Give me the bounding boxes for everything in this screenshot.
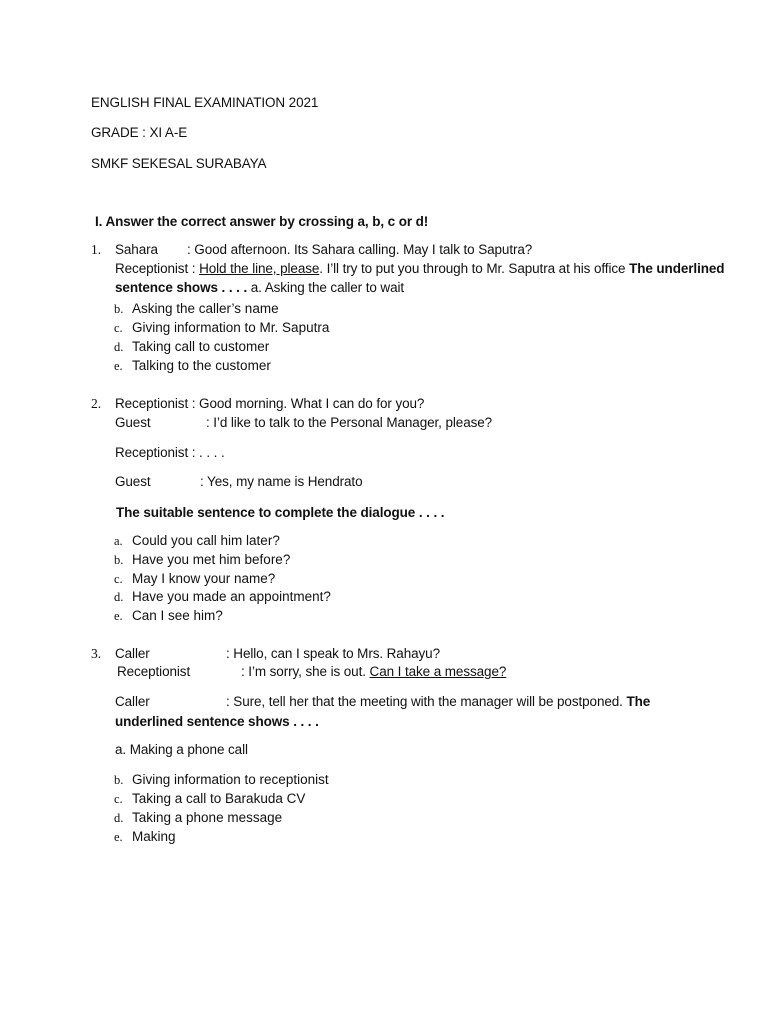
q1-speaker-sahara: Sahara: [115, 242, 158, 257]
option-letter: b.: [114, 302, 124, 316]
option-letter: a.: [114, 534, 123, 548]
option-text: Making: [132, 829, 176, 844]
exam-title: ENGLISH FINAL EXAMINATION 2021: [91, 95, 319, 110]
instruction: I. Answer the correct answer by crossing a, b, c or d!: [95, 214, 429, 229]
option-text: Taking a call to Barakuda CV: [132, 791, 306, 806]
q1-underlined-sentence: Hold the line, please: [199, 261, 320, 276]
option-text: Have you made an appointment?: [132, 589, 331, 604]
q1-line-3: [115, 279, 404, 297]
q1-line-1: : Good afternoon. Its Sahara calling. May I talk to Saputra?: [187, 242, 533, 257]
q3-caller-text-2: : Sure, tell her that the meeting with the manager will be postponed.: [226, 694, 627, 709]
q2-line-1: Receptionist : Good morning. What I can do for you?: [115, 396, 425, 411]
q3-prompt-b: underlined sentence shows . . . .: [115, 714, 319, 729]
option-text: Taking call to customer: [132, 339, 270, 354]
q2-guest-line-2: : Yes, my name is Hendrato: [200, 474, 363, 489]
q2-guest-line: : I’d like to talk to the Personal Manager, please?: [206, 415, 493, 430]
option-text: Have you met him before?: [132, 552, 291, 567]
q1-prompt-a: The underlined: [629, 261, 725, 276]
option-letter: c.: [114, 321, 123, 335]
question-number-1: 1.: [91, 242, 102, 257]
q3-receptionist-line: [241, 663, 506, 681]
q1-line-2-rest: . I’ll try to put you through to Mr. Saputra at his office: [319, 261, 630, 276]
option-letter: d.: [114, 590, 124, 604]
option-letter: b.: [114, 553, 124, 567]
option-text: Can I see him?: [132, 608, 223, 623]
option-text: Talking to the customer: [132, 358, 271, 373]
q2-receptionist-blank: Receptionist : . . . .: [115, 445, 225, 460]
option-text: May I know your name?: [132, 571, 276, 586]
q1-option-a: a. Asking the caller to wait: [247, 280, 405, 295]
grade-label: GRADE : XI A-E: [91, 125, 188, 140]
option-letter: e.: [114, 830, 123, 844]
school-name: SMKF SEKESAL SURABAYA: [91, 156, 267, 171]
option-text: Asking the caller’s name: [132, 301, 279, 316]
option-text: Giving information to Mr. Saputra: [132, 320, 330, 335]
q1-line-2: [115, 260, 724, 278]
q1-speaker-receptionist: Receptionist :: [115, 261, 196, 276]
q3-caller-line-2: [226, 693, 650, 711]
option-text: Could you call him later?: [132, 533, 280, 548]
q3-receptionist-label: Receptionist: [117, 664, 191, 679]
option-letter: e.: [114, 359, 123, 373]
option-text: Giving information to receptionist: [132, 772, 329, 787]
q3-underlined-sentence: Can I take a message?: [369, 664, 507, 679]
q3-prompt-a: The: [626, 694, 651, 709]
q3-receptionist-text: : I’m sorry, she is out.: [241, 664, 370, 679]
q2-prompt: The suitable sentence to complete the dialogue . . . .: [116, 505, 445, 520]
option-text: Taking a phone message: [132, 810, 283, 825]
option-letter: d.: [114, 340, 124, 354]
q3-caller-label: Caller: [115, 646, 150, 661]
option-letter: c.: [114, 572, 123, 586]
option-letter: c.: [114, 792, 123, 806]
q2-guest-label: Guest: [115, 415, 151, 430]
q3-option-a: a. Making a phone call: [115, 742, 248, 757]
option-letter: d.: [114, 811, 124, 825]
question-number-3: 3.: [91, 646, 102, 661]
q2-guest-label-2: Guest: [115, 474, 151, 489]
q1-prompt-b: sentence shows . . . .: [115, 280, 248, 295]
question-number-2: 2.: [91, 396, 102, 411]
option-letter: b.: [114, 773, 124, 787]
q3-caller-label-2: Caller: [115, 694, 150, 709]
q3-caller-line: : Hello, can I speak to Mrs. Rahayu?: [226, 646, 441, 661]
option-letter: e.: [114, 609, 123, 623]
